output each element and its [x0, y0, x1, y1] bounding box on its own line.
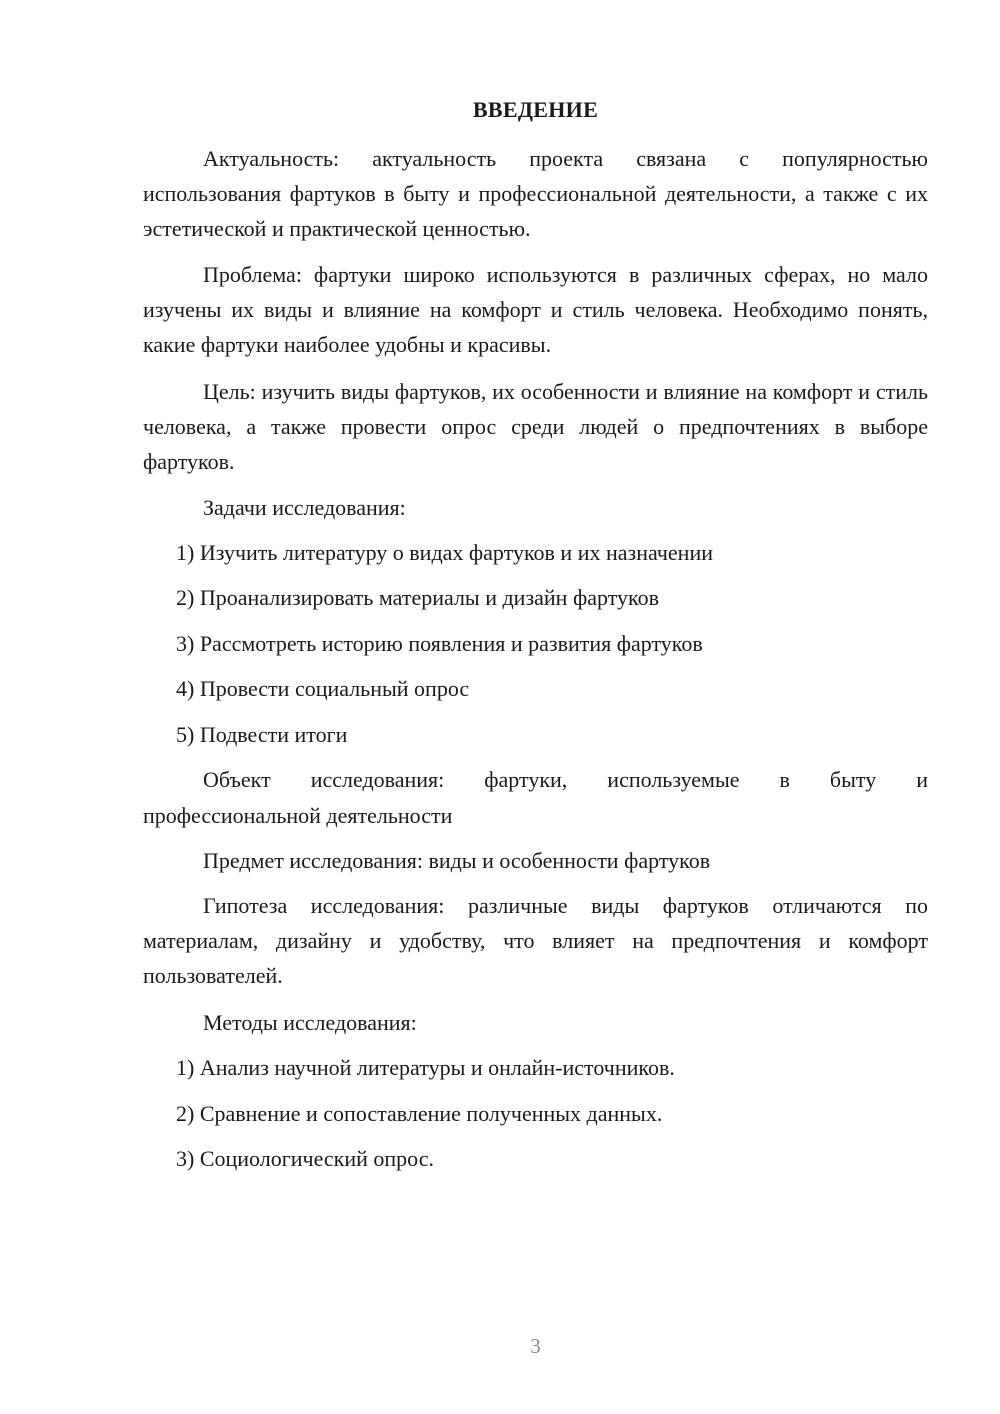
- goal-paragraph: Цель: изучить виды фартуков, их особенности и влияние на комфорт и стиль человека, а также провести опрос среди людей о предпочтениях в выборе фартуков.: [143, 379, 928, 474]
- page-number: 3: [530, 1334, 541, 1358]
- subject-paragraph: Предмет исследования: виды и особенности фартуков: [203, 848, 711, 873]
- methods-title: Методы исследования:: [203, 1010, 417, 1035]
- task-item: 2) Проанализировать материалы и дизайн фартуков: [176, 585, 659, 610]
- relevance-paragraph: Актуальность: актуальность проекта связана с популярностью использования фартуков в быту и профессиональной деятельности, а также с их эстетической и практической ценностью.: [143, 146, 928, 241]
- object-line-2: профессиональной деятельности: [143, 803, 453, 828]
- page-title: ВВЕДЕНИЕ: [472, 97, 599, 122]
- object-line-1: Объект исследования: фартуки, используемые в быту и: [203, 767, 928, 792]
- task-item: 5) Подвести итоги: [176, 722, 348, 747]
- task-item: 4) Провести социальный опрос: [176, 676, 470, 701]
- hypothesis-paragraph: Гипотеза исследования: различные виды фартуков отличаются по материалам, дизайну и удобству, что влияет на предпочтения и комфорт пользователей.: [143, 893, 928, 988]
- document-page: [143, 0, 928, 1414]
- method-item: 1) Анализ научной литературы и онлайн-источников.: [176, 1055, 675, 1080]
- method-item: 3) Социологический опрос.: [176, 1146, 434, 1171]
- task-item: 1) Изучить литературу о видах фартуков и их назначении: [176, 540, 714, 565]
- method-item: 2) Сравнение и сопоставление полученных данных.: [176, 1101, 663, 1126]
- task-item: 3) Рассмотреть историю появления и развития фартуков: [176, 631, 703, 656]
- problem-paragraph: Проблема: фартуки широко используются в различных сферах, но мало изучены их виды и влияние на комфорт и стиль человека. Необходимо понять, какие фартуки наиболее удобны и красивы.: [143, 262, 928, 357]
- tasks-title: Задачи исследования:: [203, 495, 406, 520]
